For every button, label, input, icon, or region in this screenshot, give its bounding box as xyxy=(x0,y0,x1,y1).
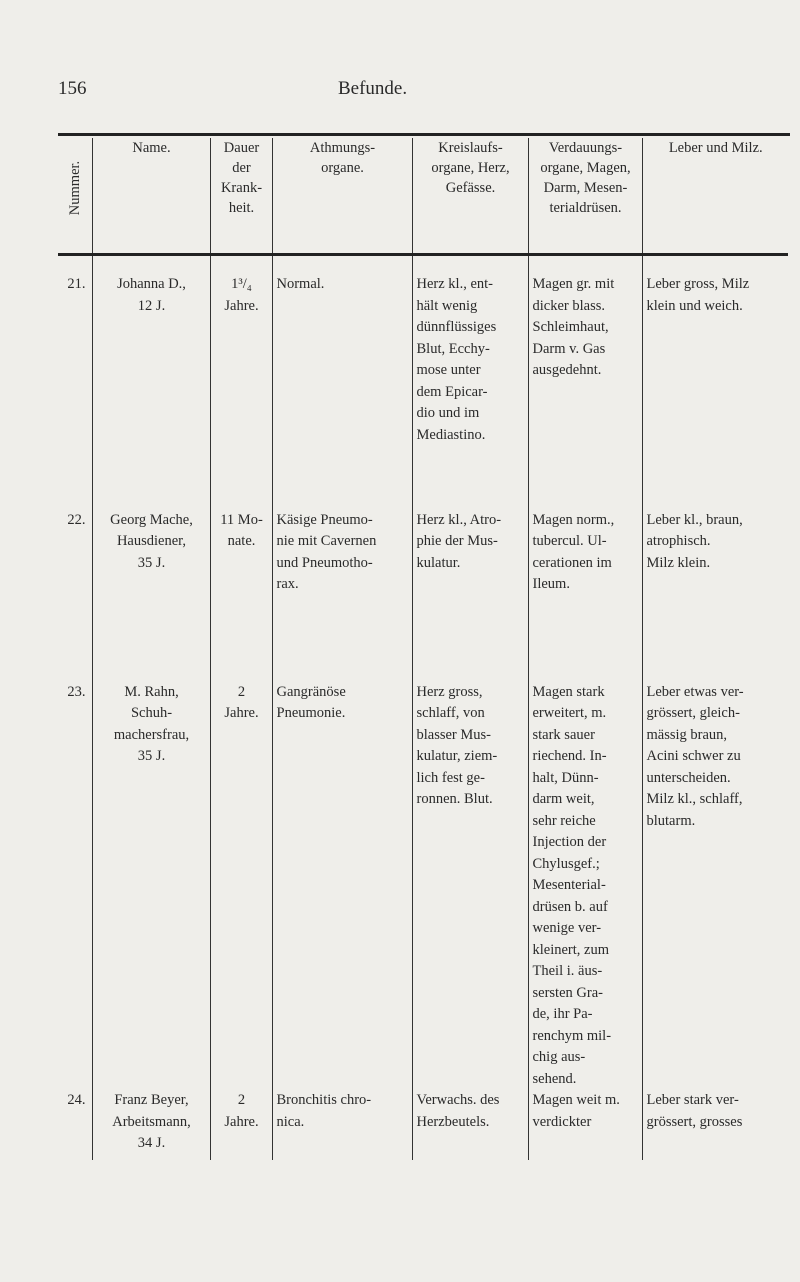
table-row xyxy=(58,510,788,682)
respiratory-finding: Bronchitis chro- nica. xyxy=(272,1090,412,1160)
column-header-liver-spleen: Leber und Milz. xyxy=(642,138,788,255)
row-number: 24. xyxy=(67,1092,86,1108)
digestive-finding: Magen norm., tubercul. Ul- cerationen im Ileum. xyxy=(528,510,642,682)
column-header-duration: Dauer der Krank- heit. xyxy=(210,138,272,255)
column-header-number: Nummer. xyxy=(58,138,92,255)
digestive-finding: Magen stark erweitert, m. stark sauer riechend. In- halt, Dünn- darm weit, sehr reiche Injection der Chylusgef.; Mesenterial- drüsen b. auf wenige ver- kleinert, zum Theil i. äus- sersten Gra- de, ihr Pa- renchym mil- chig aus- sehend. xyxy=(528,682,642,1091)
circulatory-finding: Herz gross, schlaff, von blasser Mus- kulatur, ziem- lich fest ge- ronnen. Blut. xyxy=(412,682,528,1091)
findings-table xyxy=(58,138,788,1160)
illness-duration: 1³/₄ Jahre. xyxy=(210,255,272,510)
liver-spleen-finding: Leber stark ver- grössert, grosses xyxy=(642,1090,788,1160)
patient-name: Franz Beyer, Arbeitsmann, 34 J. xyxy=(92,1090,210,1160)
liver-spleen-finding: Leber etwas ver- grössert, gleich- mässig braun, Acini schwer zu unterscheiden. Milz kl., schlaff, blutarm. xyxy=(642,682,788,1091)
liver-spleen-finding: Leber kl., braun, atrophisch. Milz klein. xyxy=(642,510,788,682)
patient-name: Johanna D., 12 J. xyxy=(92,255,210,510)
table-row xyxy=(58,1090,788,1160)
illness-duration: 2 Jahre. xyxy=(210,1090,272,1160)
respiratory-finding: Normal. xyxy=(272,255,412,510)
illness-duration: 11 Mo- nate. xyxy=(210,510,272,682)
digestive-finding: Magen weit m. verdickter xyxy=(528,1090,642,1160)
running-head: Befunde. xyxy=(338,78,408,99)
respiratory-finding: Gangränöse Pneumonie. xyxy=(272,682,412,1091)
circulatory-finding: Herz kl., ent- hält wenig dünnflüssiges Blut, Ecchy- mose unter dem Epicar- dio und im Mediastino. xyxy=(412,255,528,510)
top-rule xyxy=(58,133,790,136)
row-number: 23. xyxy=(67,683,86,700)
illness-duration: 2 Jahre. xyxy=(210,682,272,1091)
page-header xyxy=(58,78,758,108)
row-number: 21. xyxy=(67,276,86,292)
column-header-digestive: Verdauungs- organe, Magen, Darm, Mesen- terialdrüsen. xyxy=(528,138,642,255)
circulatory-finding: Verwachs. des Herzbeutels. xyxy=(412,1090,528,1160)
row-number: 22. xyxy=(67,511,86,528)
digestive-finding: Magen gr. mit dicker blass. Schleimhaut, Darm v. Gas ausgedehnt. xyxy=(528,255,642,510)
patient-name: Georg Mache, Hausdiener, 35 J. xyxy=(92,510,210,682)
respiratory-finding: Käsige Pneumo- nie mit Cavernen und Pneumotho- rax. xyxy=(272,510,412,682)
table-row xyxy=(58,682,788,1091)
column-header-respiratory: Athmungs- organe. xyxy=(272,138,412,255)
circulatory-finding: Herz kl., Atro- phie der Mus- kulatur. xyxy=(412,510,528,682)
table-header-row xyxy=(58,138,788,255)
column-header-circulatory: Kreislaufs- organe, Herz, Gefässe. xyxy=(412,138,528,255)
page-number: 156 xyxy=(58,78,87,99)
table-row xyxy=(58,255,788,510)
patient-name: M. Rahn, Schuh- machersfrau, 35 J. xyxy=(92,682,210,1091)
column-header-name: Name. xyxy=(92,138,210,255)
liver-spleen-finding: Leber gross, Milz klein und weich. xyxy=(642,255,788,510)
